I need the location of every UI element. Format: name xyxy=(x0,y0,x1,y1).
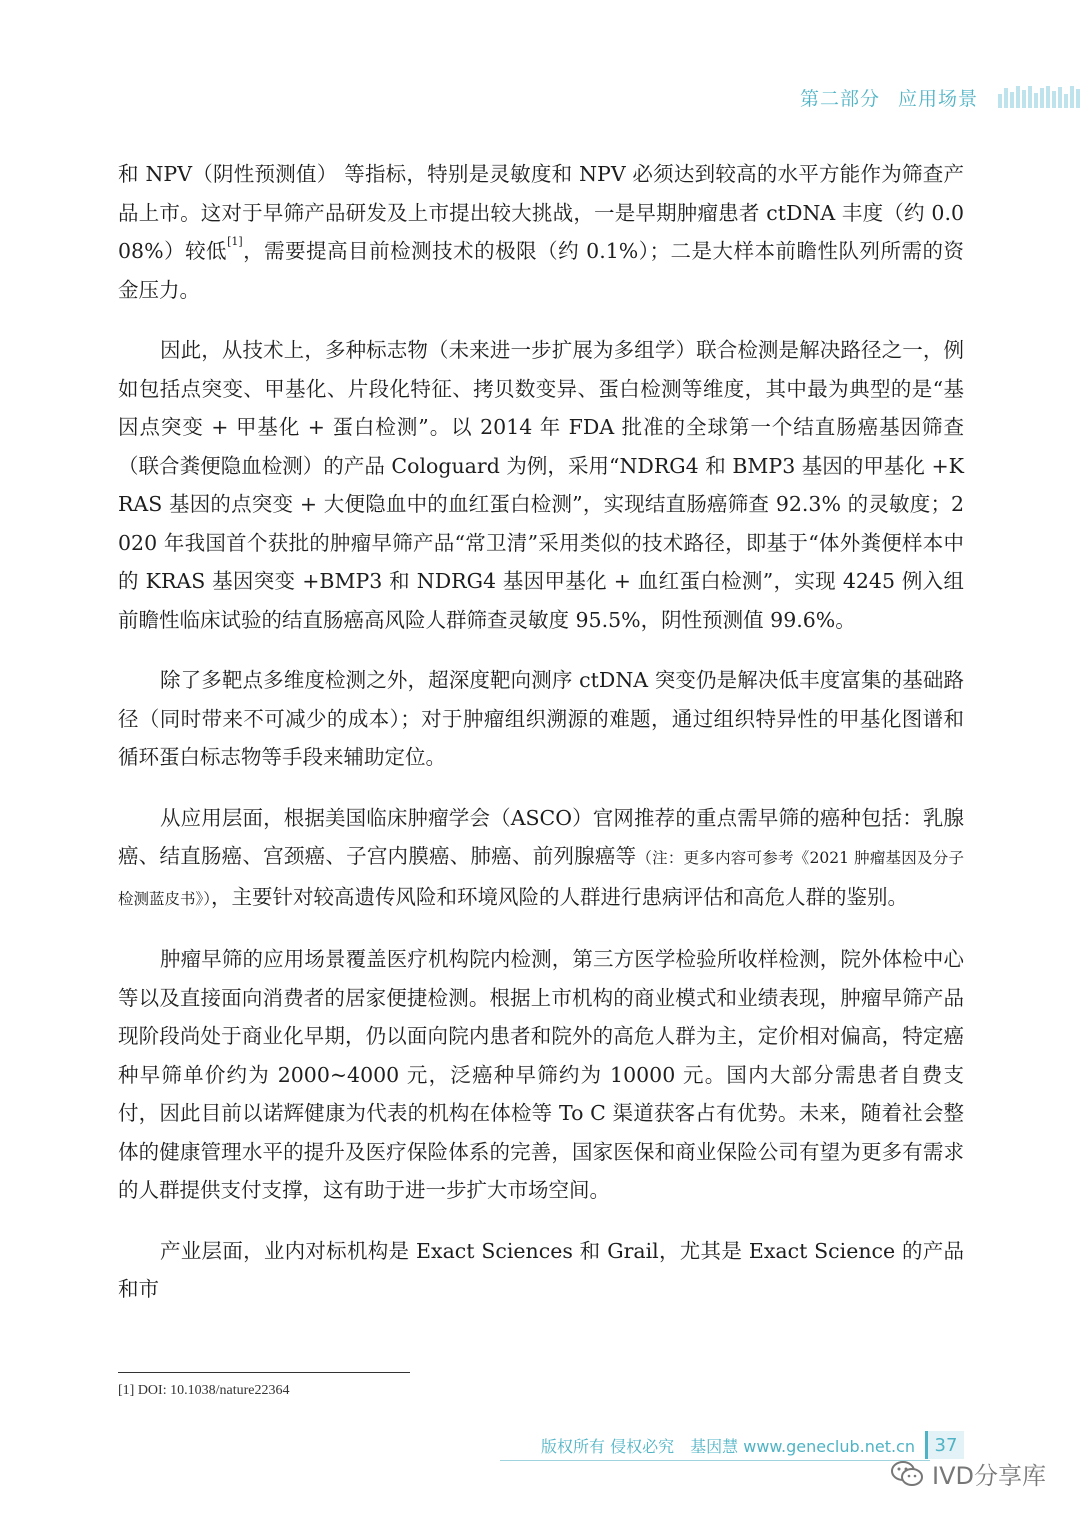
watermark xyxy=(890,1456,1046,1491)
paragraph-4-note: （注：更多内容可参考《2021 肿瘤基因及分子检测蓝皮书》） xyxy=(118,849,965,908)
header-decoration-bars xyxy=(998,86,1080,108)
paragraph-6: 产业层面，业内对标机构是 Exact Sciences 和 Grail，尤其是 Exact Science 的产品和市 xyxy=(118,1238,964,1301)
paragraph-1-text: 和 NPV（阴性预测值） 等指标，特别是灵敏度和 NPV 必须达到较高的水平方能作为筛查产品上市。这对于早筛产品研发及上市提出较大挑战，一是早期肿瘤患者 ctDNA 丰度（约 0.008%）较低 xyxy=(118,162,964,263)
footer-copyright: 版权所有 侵权必究 xyxy=(541,1436,675,1456)
wechat-icon xyxy=(890,1460,924,1488)
body-text xyxy=(118,155,964,1331)
watermark-text: IVD分享库 xyxy=(932,1462,1046,1490)
footnote-ref[interactable]: [1] xyxy=(227,235,243,248)
paragraph-1 xyxy=(118,155,964,309)
paragraph-3: 除了多靶点多维度检测之外，超深度靶向测序 ctDNA 突变仍是解决低丰度富集的基础路径（同时带来不可减少的成本）；对于肿瘤组织溯源的难题，通过组织特异性的甲基化图谱和循环蛋白标志物等手段来辅助定位。 xyxy=(118,668,964,769)
paragraph-1-text-cont: ，需要提高目前检测技术的极限（约 0.1%）；二是大样本前瞻性队列所需的资金压力。 xyxy=(118,239,964,302)
header-section: 第二部分 xyxy=(799,87,880,110)
footer-brand[interactable]: 基因慧 www.geneclub.net.cn xyxy=(690,1436,915,1456)
paragraph-4-text: 从应用层面，根据美国临床肿瘤学会（ASCO）官网推荐的重点需早筛的癌种包括：乳腺癌、结直肠癌、宫颈癌、子宫内膜癌、肺癌、前列腺癌等 xyxy=(118,805,964,868)
header-title: 应用场景 xyxy=(897,87,978,110)
header-text xyxy=(800,84,996,111)
paragraph-4 xyxy=(118,799,964,919)
paragraph-2: 因此，从技术上，多种标志物（未来进一步扩展为多组学）联合检测是解决路径之一，例如包括点突变、甲基化、片段化特征、拷贝数变异、蛋白检测等维度，其中最为典型的是“基因点突变 + 甲基化 + 蛋白检测”。以 2014 年 FDA 批准的全球第一个结直肠癌基因筛查（联合粪便隐血检测）的产品 Cologuard 为例，采用“NDRG4 和 BMP3 基因的甲基化 +KRAS 基因的点突变 + 大便隐血中的血红蛋白检测”，实现结直肠癌筛查 92.3% 的灵敏度；2020 年我国首个获批的肿瘤早筛产品“常卫清”采用类似的技术路径，即基于“体外粪便样本中的 KRAS 基因突变 +BMP3 和 NDRG4 基因甲基化 + 血红蛋白检测”，实现 4245 例入组前瞻性临床试验的结直肠癌高风险人群筛查灵敏度 95.5%，阴性预测值 99.6%。 xyxy=(118,338,964,632)
running-header xyxy=(800,82,1080,112)
page-number: 37 xyxy=(925,1431,964,1459)
footnote-divider xyxy=(118,1372,410,1373)
paragraph-4-text-cont: ，主要针对较高遗传风险和环境风险的人群进行患病评估和高危人群的鉴别。 xyxy=(211,884,909,909)
footnote: [1] DOI: 10.1038/nature22364 xyxy=(118,1383,290,1398)
paragraph-5: 肿瘤早筛的应用场景覆盖医疗机构院内检测，第三方医学检验所收样检测，院外体检中心等以及直接面向消费者的居家便捷检测。根据上市机构的商业模式和业绩表现，肿瘤早筛产品现阶段尚处于商业化早期，仍以面向院内患者和院外的高危人群为主，定价相对偏高，特定癌种早筛单价约为 2000~4000 元，泛癌种早筛约为 10000 元。国内大部分需患者自费支付，因此目前以诺辉健康为代表的机构在体检等 To C 渠道获客占有优势。未来，随着社会整体的健康管理水平的提升及医疗保险体系的完善，国家医保和商业保险公司有望为更多有需求的人群提供支付支撑，这有助于进一步扩大市场空间。 xyxy=(118,947,964,1202)
footer-divider xyxy=(500,1460,930,1461)
